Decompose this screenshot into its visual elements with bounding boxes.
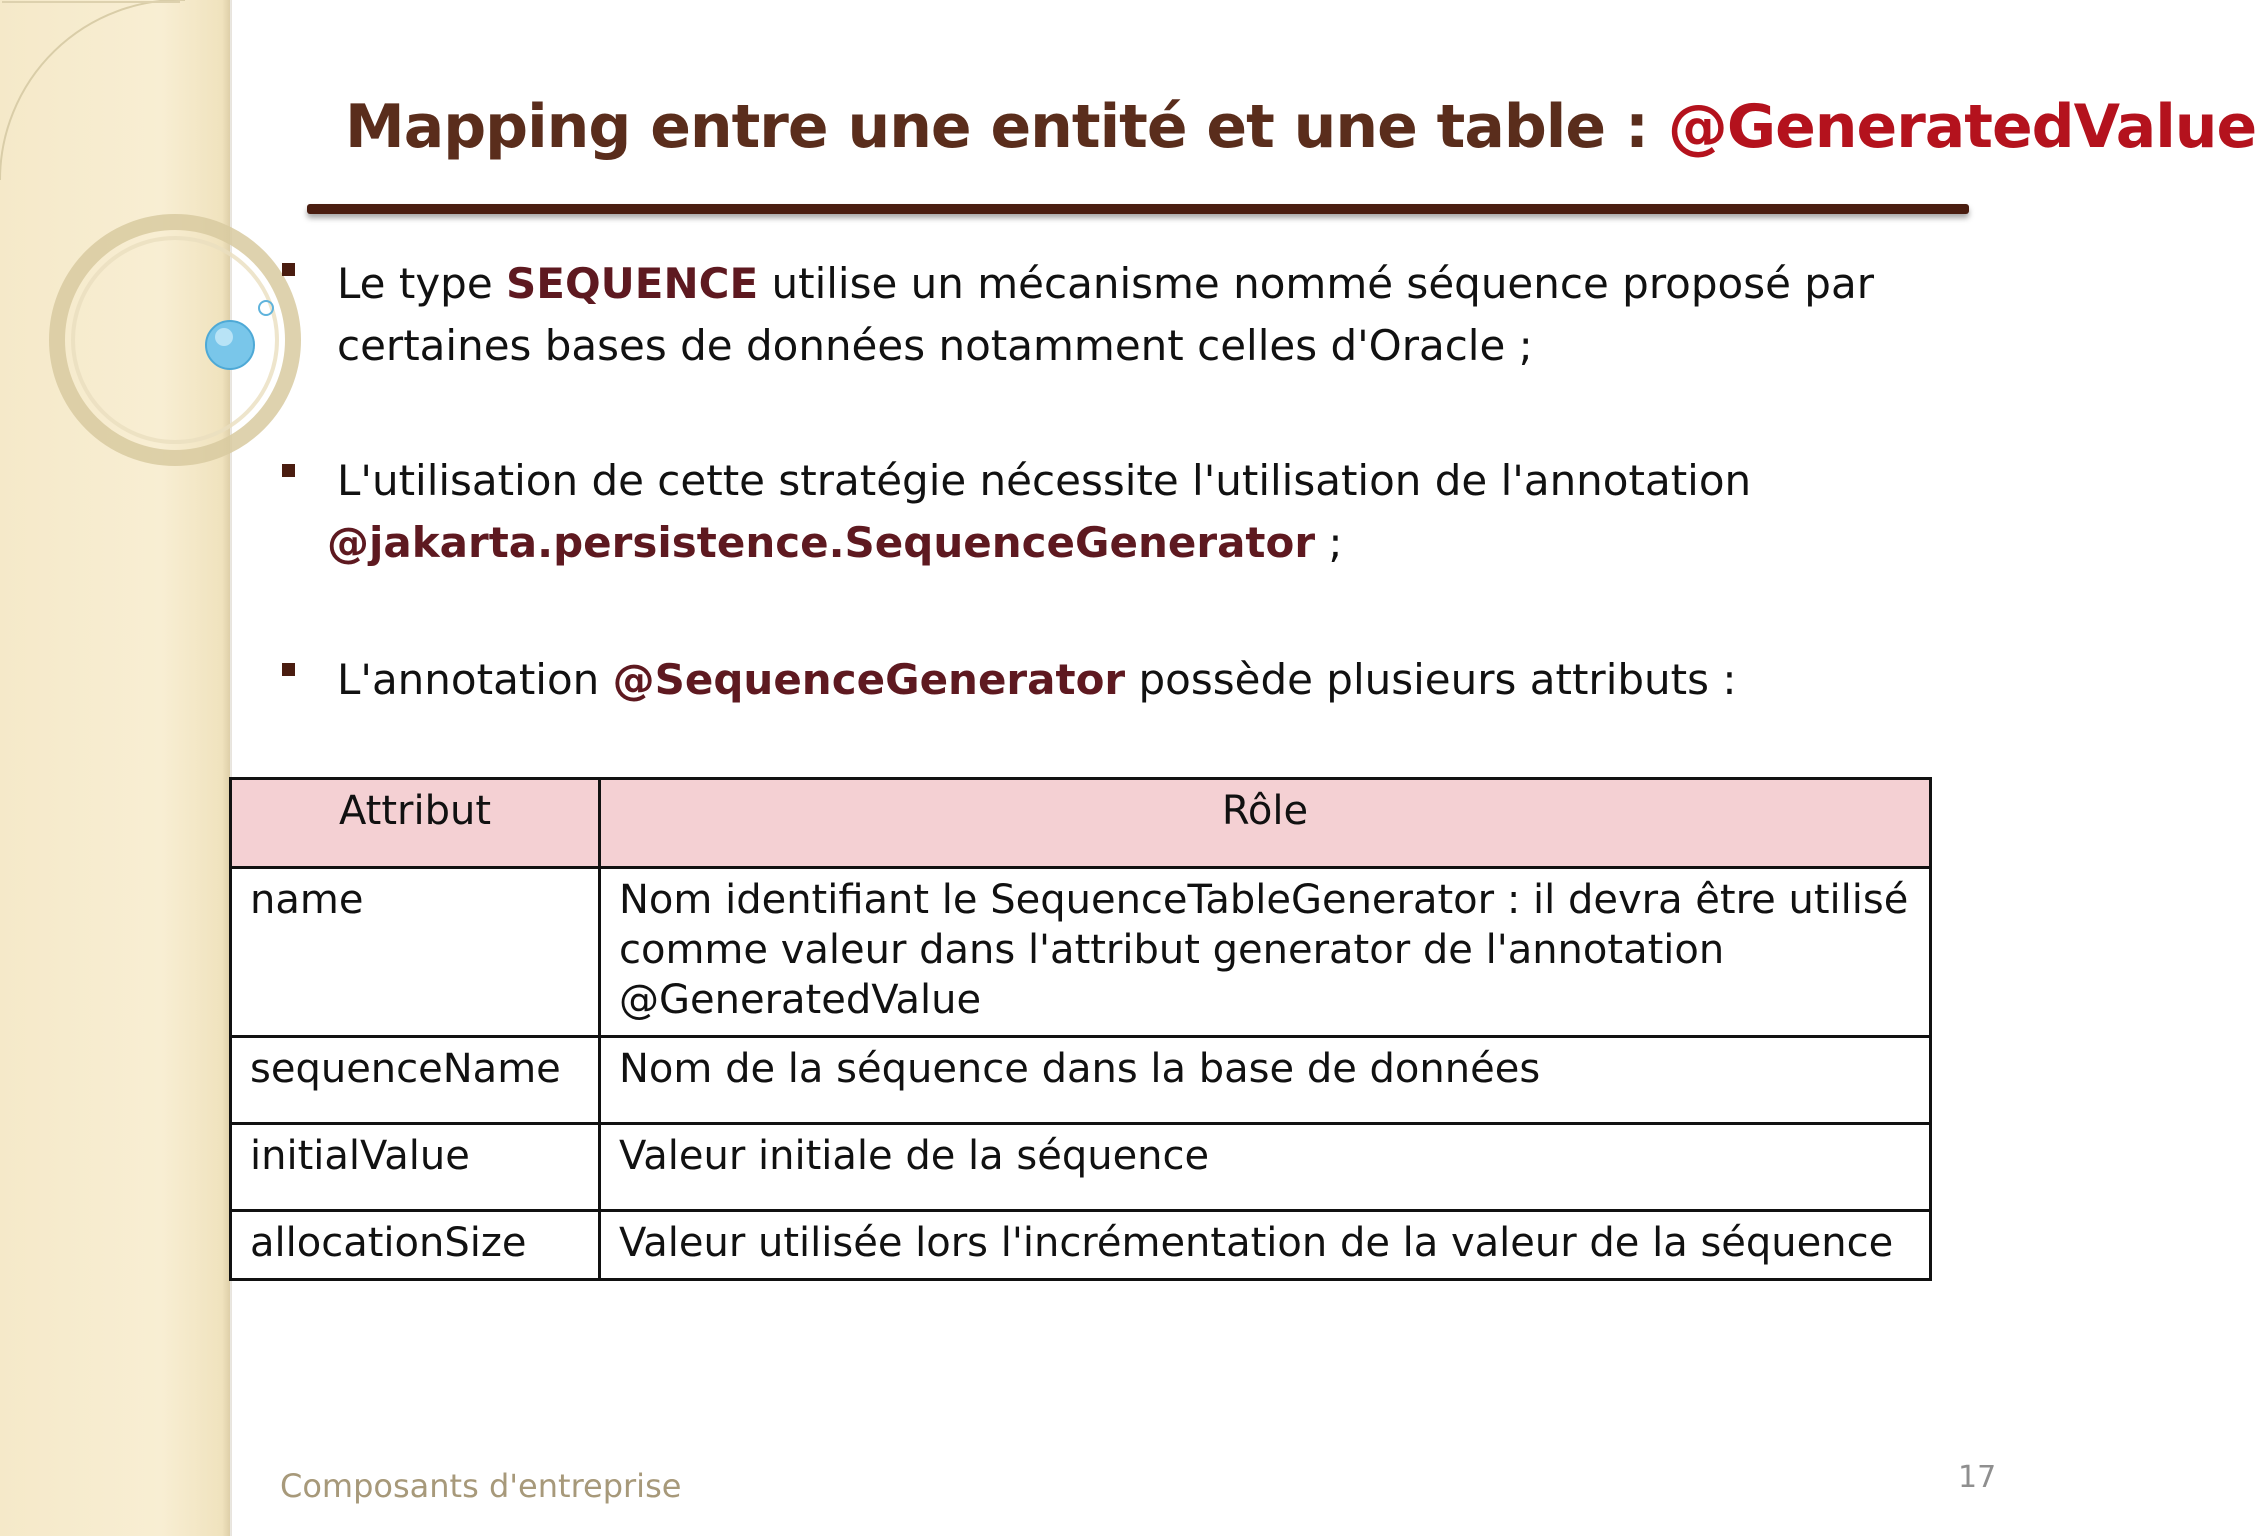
bullet-pre: L'annotation [337,655,613,704]
bullet-post: utilise un mécanisme nommé séquence proposé par certaines bases de données notamment celles d'Oracle ; [337,259,1874,370]
table-row [231,1037,1931,1124]
bullet-marker [282,263,295,276]
bullet-text [327,450,1897,574]
bullet-post: possède plusieurs attributs : [1125,655,1737,704]
bullet-marker [282,663,295,676]
page-number: 17 [1958,1460,1997,1495]
title-highlight: @GeneratedValue [1667,92,2256,162]
slide-title [345,92,2256,182]
table-row [231,1124,1931,1211]
cell-role: Nom identifiant le SequenceTableGenerator : il devra être utilisé comme valeur dans l'attribut generator de l'annotation @GeneratedValue [600,868,1931,1037]
bullet-keyword: @SequenceGenerator [612,655,1126,704]
bullet-keyword: @jakarta.persistence.SequenceGenerator [327,518,1316,567]
cell-attribute: initialValue [231,1124,600,1211]
sequence-generator-attributes-table [229,777,1932,1281]
bullet-post: ; [1315,518,1343,567]
bullet-pre: L'utilisation de cette stratégie nécessite l'utilisation de l'annotation [337,456,1752,505]
footer-course-title: Composants d'entreprise [280,1467,682,1505]
title-main: Mapping entre une entité et une table : [345,92,1668,162]
cell-role: Nom de la séquence dans la base de données [600,1037,1931,1124]
decorative-circles [0,0,300,520]
cell-attribute: name [231,868,600,1037]
cell-role: Valeur utilisée lors l'incrémentation de la valeur de la séquence [600,1211,1931,1280]
bullet-text [337,253,1897,377]
bullet-attributes [282,649,1897,711]
bullet-annotation-usage [282,450,1897,574]
table-row [231,868,1931,1037]
cell-attribute: allocationSize [231,1211,600,1280]
bullet-keyword: SEQUENCE [506,259,759,308]
title-underline [307,204,1969,214]
header-role: Rôle [600,779,1931,868]
table-header-row [231,779,1931,868]
header-attribut: Attribut [231,779,600,868]
bullet-text [337,649,1897,711]
cell-attribute: sequenceName [231,1037,600,1124]
cell-role: Valeur initiale de la séquence [600,1124,1931,1211]
bullet-sequence-type [282,253,1897,377]
bullet-marker [282,464,295,477]
bullet-pre: Le type [337,259,507,308]
table-row [231,1211,1931,1280]
